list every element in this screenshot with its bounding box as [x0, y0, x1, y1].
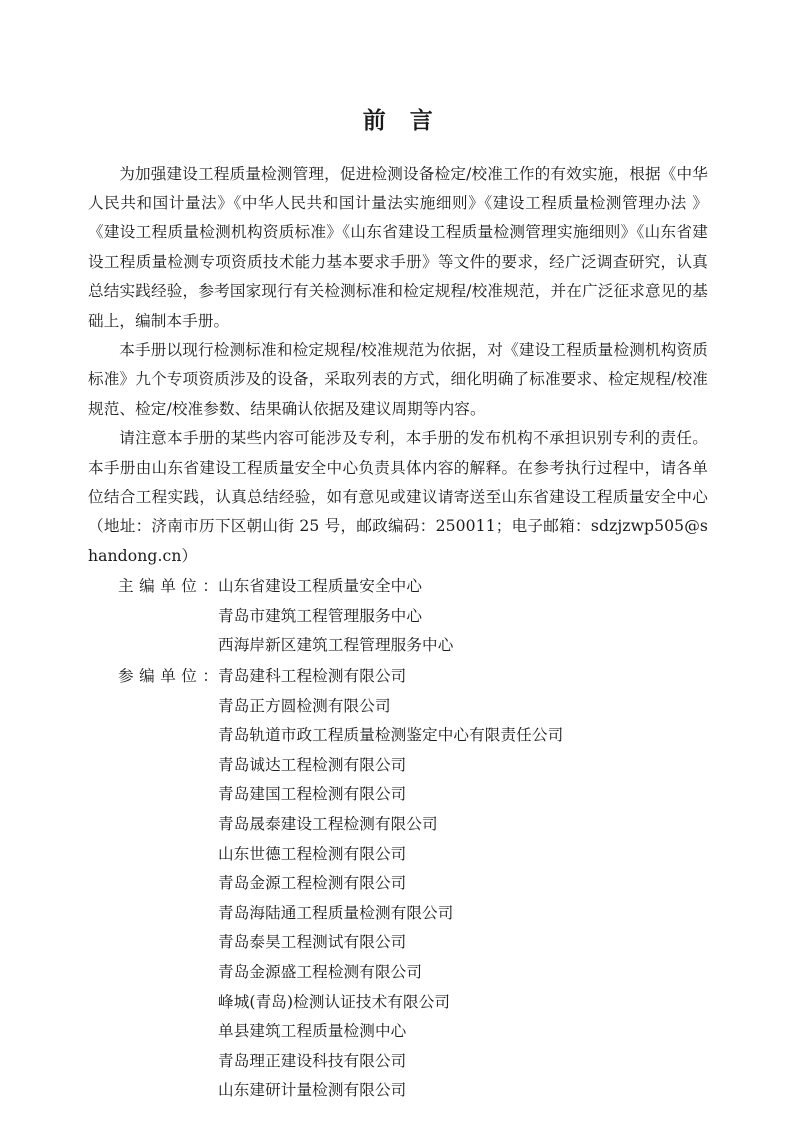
- list-item: 青岛理正建设科技有限公司: [218, 1051, 407, 1070]
- paragraph-1: 为加强建设工程质量检测管理，促进检测设备检定/校准工作的有效实施，根据《中华人民共和国计量法》《中华人民共和国计量法实施细则》《建设工程质量检测管理办法 》《建设工程质量检测机构资质标准》《山东省建设工程质量检测管理实施细则》《山东省建设工程质量检测专项资质技术能力基本要求手册》等文件的要求，经广泛调查研究，认真总结实践经验，参考国家现行有关检测标准和检定规程/校准规范，并在广泛征求意见的基础上，编制本手册。: [88, 164, 708, 330]
- participating-unit-label: [88, 662, 218, 692]
- paragraph-3: 请注意本手册的某些内容可能涉及专利，本手册的发布机构不承担识别专利的责任。本手册由山东省建设工程质量安全中心负责具体内容的解释。在参考执行过程中，请各单位结合工程实践，认真总结经验，如有意见或建议请寄送至山东省建设工程质量安全中心（地址：济南市历下区朝山街 25 号，邮政编码：250011；电子邮箱：sdzjzwp505@shandong.cn）: [88, 429, 708, 565]
- participating-unit-row: [88, 662, 708, 1106]
- chief-editor-unit-label: [88, 572, 218, 602]
- list-item: 山东省建设工程质量安全中心: [218, 577, 423, 596]
- participating-unit-section: [88, 662, 708, 1106]
- list-item: 单县建筑工程质量检测中心: [218, 1022, 407, 1041]
- participating-unit-values: [218, 662, 708, 1106]
- list-item: 山东世德工程检测有限公司: [218, 844, 407, 863]
- list-item: 青岛诚达工程检测有限公司: [218, 755, 407, 774]
- list-item: 青岛市建筑工程管理服务中心: [218, 606, 423, 625]
- list-item: 青岛正方圆检测有限公司: [218, 696, 391, 715]
- preface-body: [88, 160, 708, 572]
- chief-editor-unit-label-text: 主编单位: [118, 577, 203, 596]
- chief-editor-unit-label-colon: ：: [202, 577, 219, 596]
- chief-editor-unit-section: [88, 572, 708, 661]
- list-item: 青岛轨道市政工程质量检测鉴定中心有限责任公司: [218, 726, 564, 745]
- participating-unit-label-text: 参编单位: [118, 667, 203, 686]
- chief-editor-unit-values: [218, 572, 708, 661]
- document-content: [88, 0, 708, 1106]
- list-item: 青岛金源盛工程检测有限公司: [218, 963, 423, 981]
- list-item: 峰城(青岛)检测认证技术有限公司: [218, 992, 451, 1011]
- list-item: 青岛金源工程检测有限公司: [218, 874, 407, 893]
- paragraph-2: 本手册以现行检测标准和检定规程/校准规范为依据，对《建设工程质量检测机构资质标准》九个专项资质涉及的设备，采取列表的方式，细化明确了标准要求、检定规程/校准规范、检定/校准参数、结果确认依据及建议周期等内容。: [88, 341, 708, 418]
- list-item: 青岛泰昊工程测试有限公司: [218, 933, 407, 952]
- list-item: 青岛建科工程检测有限公司: [218, 667, 407, 686]
- list-item: 青岛海陆通工程质量检测有限公司: [218, 903, 454, 922]
- page-title: 前 言: [362, 108, 434, 134]
- list-item: 西海岸新区建筑工程管理服务中心: [218, 636, 454, 655]
- list-item: 山东建研计量检测有限公司: [218, 1081, 407, 1100]
- chief-editor-unit-row: [88, 572, 708, 661]
- participating-unit-label-colon: ：: [202, 667, 219, 686]
- list-item: 青岛建国工程检测有限公司: [218, 785, 407, 804]
- list-item: 青岛晟泰建设工程检测有限公司: [218, 815, 438, 834]
